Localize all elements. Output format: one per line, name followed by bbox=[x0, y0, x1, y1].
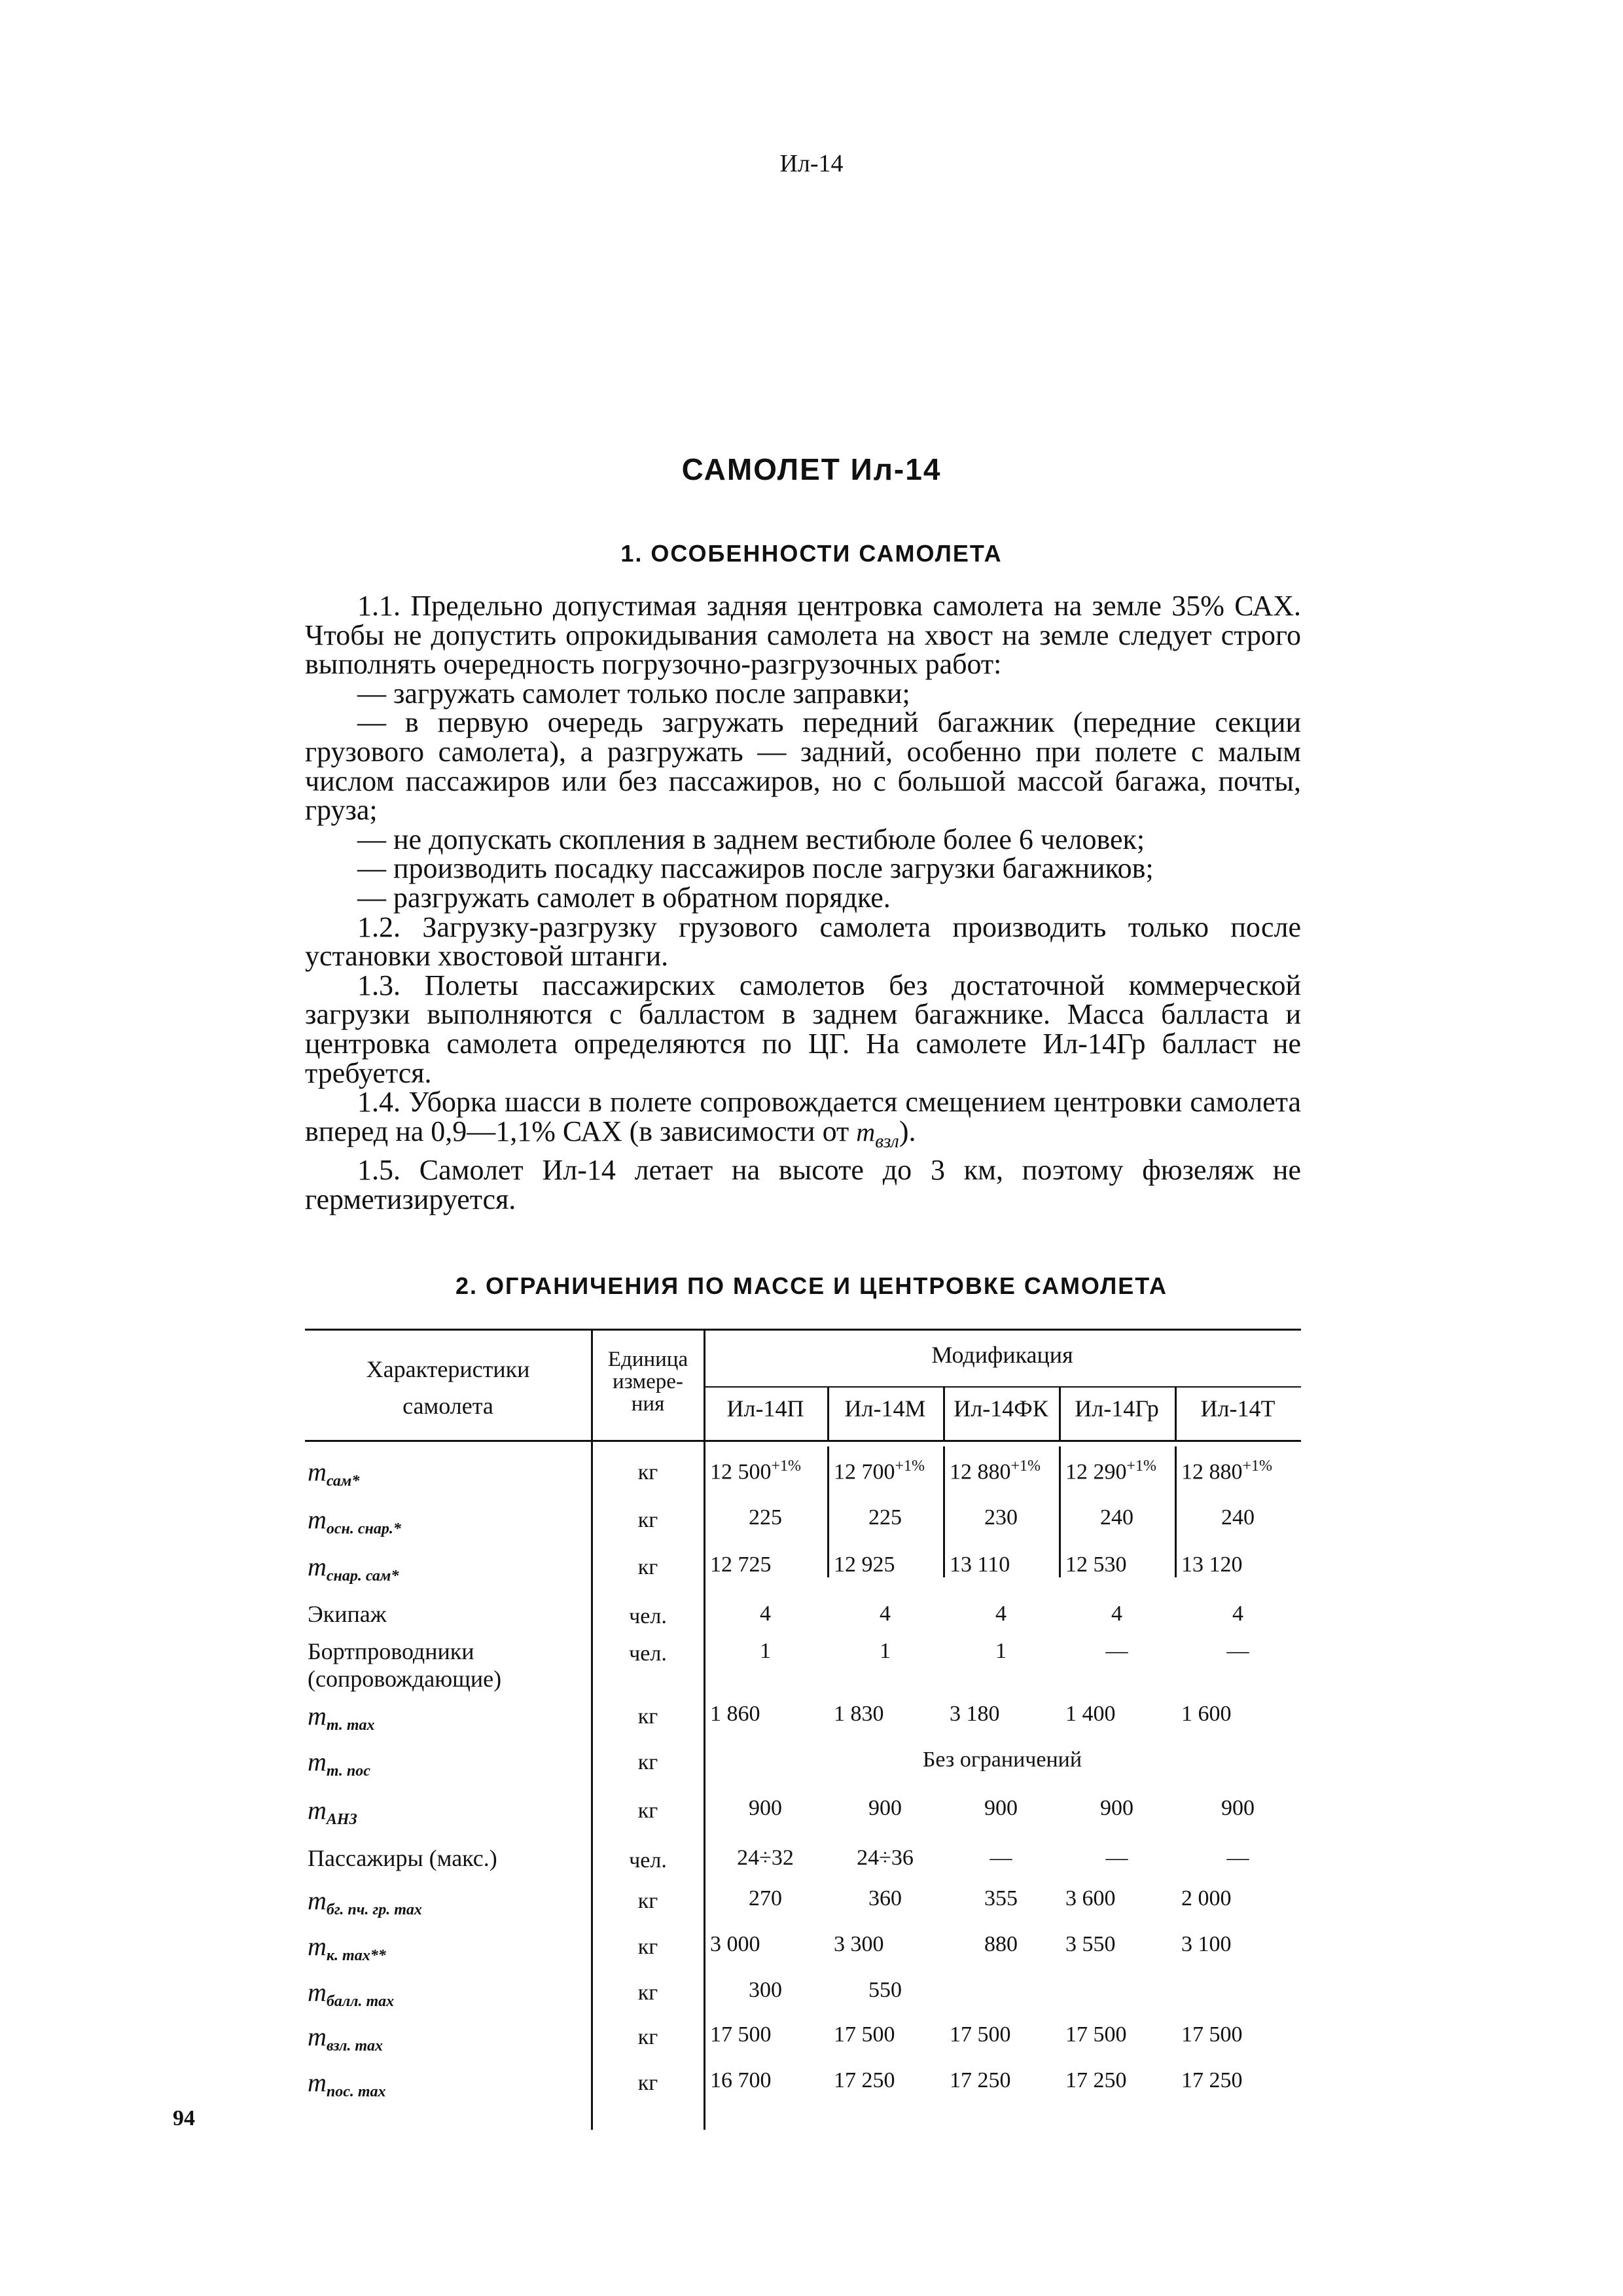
dash-item-3: — не допускать скопления в заднем вестибюле более 6 человек; bbox=[357, 823, 1145, 855]
table-cell: 225 bbox=[749, 1505, 782, 1530]
table-cell: 4 bbox=[1111, 1602, 1122, 1626]
table-cell: 17 500 bbox=[1181, 2022, 1243, 2047]
mass-symbol: m bbox=[308, 1977, 327, 2007]
model-column-divider bbox=[827, 1446, 829, 1577]
table-cell: 355 bbox=[984, 1886, 1018, 1910]
table-cell: 1 830 bbox=[834, 1702, 884, 1726]
model-header: Ил-14М bbox=[844, 1395, 926, 1422]
table-cell: 240 bbox=[1100, 1505, 1133, 1530]
table-cell: 24÷32 bbox=[737, 1846, 794, 1870]
table-cell: 900 bbox=[1100, 1796, 1133, 1820]
table-cell: 1 bbox=[880, 1639, 891, 1663]
mass-subscript: взл bbox=[875, 1130, 899, 1152]
row-unit: кг bbox=[637, 1460, 658, 1484]
model-header-divider bbox=[943, 1386, 945, 1441]
row-label bbox=[308, 1504, 401, 1538]
row-label bbox=[308, 1638, 501, 1693]
tolerance-superscript: +1% bbox=[1242, 1458, 1273, 1475]
table-cell: 2 000 bbox=[1181, 1886, 1232, 1910]
table-cell: — bbox=[1226, 1846, 1249, 1870]
header-bottom-rule bbox=[305, 1440, 1301, 1442]
row-unit: кг bbox=[637, 2071, 658, 2095]
table-cell: 17 500 bbox=[950, 2022, 1011, 2047]
row-unit: кг bbox=[637, 1981, 658, 2005]
table-cell: 17 250 bbox=[1181, 2068, 1243, 2092]
dash-item-4: — производить посадку пассажиров после загрузки багажников; bbox=[357, 852, 1154, 885]
paragraph-1-5: 1.5. Самолет Ил-14 летает на высоте до 3 км, поэтому фюзеляж не герметизируется. bbox=[305, 1154, 1301, 1215]
table-cell: 4 bbox=[760, 1602, 771, 1626]
model-column-divider bbox=[943, 1446, 945, 1577]
table-cell: 12 725 bbox=[710, 1552, 772, 1577]
row-label bbox=[308, 1600, 387, 1628]
row-unit: кг bbox=[637, 1935, 658, 1959]
table-cell: 900 bbox=[984, 1796, 1018, 1820]
mass-symbol: m bbox=[308, 2022, 327, 2051]
paragraph-1-4-end: ). bbox=[899, 1115, 916, 1147]
mass-subscript: взл. max bbox=[326, 2037, 383, 2055]
mass-symbol: m bbox=[308, 1457, 327, 1486]
col-header-unit-1: Единица bbox=[607, 1348, 688, 1371]
table-cell: 1 600 bbox=[1181, 1702, 1232, 1726]
mass-subscript: сам* bbox=[326, 1473, 360, 1490]
row-unit: чел. bbox=[629, 1604, 667, 1628]
col-header-characteristics-2: самолета bbox=[402, 1393, 493, 1419]
dash-item-2: — в первую очередь загружать передний багажник (передние секции грузового самолета), а разгружать — задний, особенно при полете с малым числом пассажиров или без пассажиров, но с большой массой багажа, почты, груза; bbox=[305, 706, 1301, 827]
table-cell: 12 $290^{+1\%}$ bbox=[1065, 1458, 1157, 1484]
row-label-text: Пассажиры (макс.) bbox=[308, 1845, 497, 1871]
mass-symbol: m bbox=[308, 1505, 327, 1534]
row-label bbox=[308, 1746, 370, 1780]
table-cell: 12 $700^{+1\%}$ bbox=[834, 1458, 925, 1484]
row-unit: кг bbox=[637, 1889, 658, 1913]
dash-item-1: — загружать самолет только после заправки; bbox=[357, 677, 910, 709]
section2-heading: 2. ОГРАНИЧЕНИЯ ПО МАССЕ И ЦЕНТРОВКЕ САМОЛЕТА bbox=[455, 1272, 1168, 1299]
table-cell: 3 000 bbox=[710, 1932, 760, 1956]
paragraph-1-2: 1.2. Загрузку-разгрузку грузового самолета производить только после установки хвостовой штанги. bbox=[305, 910, 1301, 973]
table-cell: 3 100 bbox=[1181, 1932, 1232, 1956]
table-cell: 3 300 bbox=[834, 1932, 884, 1956]
table-cell: 900 bbox=[1221, 1796, 1255, 1820]
table-cell: 3 600 bbox=[1065, 1886, 1116, 1910]
paragraph-1-4-text: 1.4. Уборка шасси в полете сопровождается смещением центровки самолета вперед на 0,9—1,1% САХ (в зависимости от bbox=[305, 1086, 1301, 1147]
table-cell: 900 bbox=[868, 1796, 902, 1820]
row-unit: чел. bbox=[629, 1641, 667, 1666]
table-cell: 17 500 bbox=[1065, 2022, 1127, 2047]
table-cell: 17 250 bbox=[950, 2068, 1011, 2092]
col-divider-unit bbox=[591, 1330, 593, 2130]
col-divider-mod bbox=[704, 1330, 705, 2130]
table-cell: 12 925 bbox=[834, 1552, 895, 1577]
mass-symbol: m bbox=[308, 2068, 327, 2097]
model-column-divider bbox=[1059, 1446, 1061, 1577]
mass-symbol: m bbox=[308, 1795, 327, 1825]
model-header: Ил-14Гр bbox=[1075, 1395, 1159, 1422]
table-cell: 16 700 bbox=[710, 2068, 772, 2092]
table-cell: 4 bbox=[995, 1602, 1007, 1626]
row-unit: кг bbox=[637, 1704, 658, 1729]
row-unit: кг bbox=[637, 1555, 658, 1579]
row-label-text: Экипаж bbox=[308, 1601, 387, 1627]
table-cell: 13 110 bbox=[950, 1552, 1010, 1577]
header-mid-rule bbox=[704, 1386, 1301, 1388]
tolerance-superscript: +1% bbox=[771, 1458, 802, 1475]
table-cell: 4 bbox=[880, 1602, 891, 1626]
table-cell: 12 $880^{+1\%}$ bbox=[950, 1458, 1041, 1484]
model-header: Ил-14Т bbox=[1200, 1395, 1275, 1422]
table-top-rule bbox=[305, 1329, 1301, 1331]
model-header: Ил-14П bbox=[726, 1395, 804, 1422]
col-header-modification: Модификация bbox=[931, 1342, 1073, 1368]
page-title: САМОЛЕТ Ил-14 bbox=[681, 452, 942, 486]
mass-subscript: к. max** bbox=[326, 1947, 386, 1965]
mass-subscript: т. пос bbox=[326, 1763, 370, 1780]
table-cell: 3 180 bbox=[950, 1702, 1000, 1726]
col-header-unit-3: ния bbox=[631, 1392, 665, 1416]
table-cell: 880 bbox=[984, 1932, 1018, 1956]
model-header-divider bbox=[1175, 1386, 1177, 1441]
table-cell: 4 bbox=[1232, 1602, 1243, 1626]
table-cell: 270 bbox=[749, 1886, 782, 1910]
tolerance-superscript: +1% bbox=[1010, 1458, 1041, 1475]
dash-item-5: — разгружать самолет в обратном порядке. bbox=[357, 881, 891, 914]
row-label-text: Бортпроводники bbox=[308, 1638, 474, 1664]
table-cell: 17 500 bbox=[834, 2022, 895, 2047]
table-cell: 17 500 bbox=[710, 2022, 772, 2047]
row-label bbox=[308, 2021, 383, 2055]
table-cell: 900 bbox=[749, 1796, 782, 1820]
row-label bbox=[308, 1977, 394, 2011]
row-unit: кг bbox=[637, 1799, 658, 1823]
model-header-divider bbox=[827, 1386, 829, 1441]
section1-heading: 1. ОСОБЕННОСТИ САМОЛЕТА bbox=[620, 540, 1003, 567]
mass-symbol: m bbox=[856, 1117, 876, 1147]
table-cell: 1 860 bbox=[710, 1702, 760, 1726]
mass-subscript: бг. пч. гр. max bbox=[326, 1901, 422, 1919]
col-header-unit-2: измере- bbox=[613, 1370, 683, 1393]
col-header-characteristics-1: Характеристики bbox=[366, 1356, 530, 1382]
model-header-divider bbox=[1059, 1386, 1061, 1441]
col-header-characteristics bbox=[305, 1355, 591, 1420]
row-label bbox=[308, 1551, 399, 1585]
row-label bbox=[308, 1700, 375, 1734]
table-cell: 17 250 bbox=[834, 2068, 895, 2092]
table-cell-span: Без ограничений bbox=[922, 1748, 1082, 1772]
table-cell: 3 550 bbox=[1065, 1932, 1116, 1956]
paragraph-1-4 bbox=[305, 1088, 1301, 1156]
table-cell: 230 bbox=[984, 1505, 1018, 1530]
table-cell: 225 bbox=[868, 1505, 902, 1530]
tolerance-superscript: +1% bbox=[895, 1458, 925, 1475]
mass-symbol: m bbox=[308, 1701, 327, 1731]
table-cell: 17 250 bbox=[1065, 2068, 1127, 2092]
row-unit: кг bbox=[637, 1508, 658, 1532]
table-cell: 12 $500^{+1\%}$ bbox=[710, 1458, 802, 1484]
mass-subscript: снар. сам* bbox=[326, 1568, 399, 1585]
running-head: Ил-14 bbox=[779, 150, 844, 177]
row-label bbox=[308, 1885, 422, 1919]
section1-body bbox=[305, 592, 1301, 1214]
row-label-text: (сопровождающие) bbox=[308, 1666, 502, 1692]
mass-subscript: балл. max bbox=[326, 1993, 395, 2011]
paragraph-1-3: 1.3. Полеты пассажирских самолетов без достаточной коммерческой загрузки выполняются с балластом в заднем багажнике. Масса балласта и центровка самолета определяются по ЦГ. На самолете Ил-14Гр балласт не требуется. bbox=[305, 969, 1301, 1089]
mass-symbol: m bbox=[308, 1552, 327, 1581]
row-label bbox=[308, 2067, 386, 2101]
table-cell: 360 bbox=[868, 1886, 902, 1910]
model-column-divider bbox=[1175, 1446, 1177, 1577]
mass-subscript: АНЗ bbox=[326, 1811, 357, 1829]
table-cell: 300 bbox=[749, 1978, 782, 2002]
row-label bbox=[308, 1795, 357, 1829]
col-header-unit bbox=[592, 1348, 704, 1415]
tolerance-superscript: +1% bbox=[1126, 1458, 1157, 1475]
table-cell: 1 400 bbox=[1065, 1702, 1116, 1726]
table-cell: — bbox=[1105, 1846, 1128, 1870]
table-cell: 1 bbox=[760, 1639, 771, 1663]
mass-subscript: т. max bbox=[326, 1717, 375, 1734]
mass-symbol: m bbox=[308, 1886, 327, 1915]
mass-subscript: осн. снар.* bbox=[326, 1520, 401, 1538]
row-label bbox=[308, 1844, 497, 1872]
mass-symbol: m bbox=[308, 1931, 327, 1961]
row-label bbox=[308, 1931, 386, 1965]
mass-symbol: m bbox=[308, 1747, 327, 1776]
table-cell: 1 bbox=[995, 1639, 1007, 1663]
row-unit: кг bbox=[637, 2025, 658, 2049]
page-number: 94 bbox=[173, 2106, 195, 2130]
table-cell: 24÷36 bbox=[857, 1846, 914, 1870]
table-cell: — bbox=[1105, 1639, 1128, 1663]
table-cell: — bbox=[1226, 1639, 1249, 1663]
row-label bbox=[308, 1456, 359, 1490]
paragraph-1-1: 1.1. Предельно допустимая задняя центровка самолета на земле 35% САХ. Чтобы не допустить опрокидывания самолета на хвост на земле следует строго выполнять очередность погрузочно-разгрузочных работ: bbox=[305, 590, 1301, 681]
model-header: Ил-14ФК bbox=[954, 1395, 1048, 1422]
table-cell: 240 bbox=[1221, 1505, 1255, 1530]
table-cell: 550 bbox=[868, 1978, 902, 2002]
row-unit: кг bbox=[637, 1750, 658, 1774]
row-unit: чел. bbox=[629, 1848, 667, 1873]
table-cell: 13 120 bbox=[1181, 1552, 1243, 1577]
table-cell: — bbox=[990, 1846, 1012, 1870]
mass-subscript: пос. max bbox=[326, 2083, 386, 2101]
table-cell: 12 530 bbox=[1065, 1552, 1127, 1577]
table-cell: 12 $880^{+1\%}$ bbox=[1181, 1458, 1273, 1484]
